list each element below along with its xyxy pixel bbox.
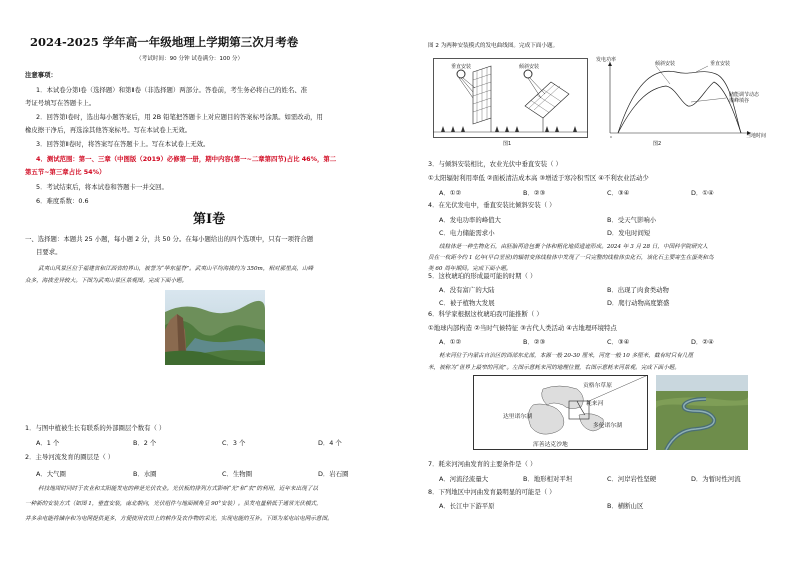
q7-option-a[interactable]: A．河流径流量大 (439, 475, 489, 483)
q1-option-c[interactable]: C．3 个 (222, 439, 246, 447)
exam-info: （考试时间：90 分钟 试卷满分：100 分） (136, 56, 244, 62)
tilted-curve (618, 82, 741, 133)
figure-caption: 图 2 为两种安装模式的发电曲线图。完成下面小题。 (428, 43, 559, 49)
q2-option-a[interactable]: A．大气圈 (36, 470, 66, 478)
q3-statements: ①太阳辐射利用率低 ②面板清洁成本高 ③增适于寒冷积雪区 ④不利农业活动少 (428, 174, 649, 182)
passage-2c: 并多余电能将储存和为电网提供更多，方便使用农田上的耕作及农作物的采光，实现电能的互补。下图为某电站电网示意图。 (25, 516, 333, 522)
note-4a: 4．测试范围：第一、三章（中图版（2019）必修第一册，期中内容(第一~二章第四节)占比 46%，第二 (36, 155, 337, 163)
q5-option-a[interactable]: A．没有富广的大陆 (439, 286, 495, 294)
q3-option-b[interactable]: B．②③ (523, 189, 546, 197)
fig2-note: 储能调节动态 填峰填谷 (729, 92, 760, 104)
section-intro-a: 一、选择题：本题共 25 小题，每小题 2 分，共 50 分。在每小题给出的四个选项中，只有一项符合题 (25, 235, 314, 243)
fig2-caption: 图2 (653, 141, 662, 147)
q4-option-a[interactable]: A．发电功率的峰值大 (439, 216, 501, 224)
fig1-caption: 图1 (503, 141, 512, 147)
q6-option-a[interactable]: A．①② (439, 338, 462, 346)
fig1-label-tilted: 倾斜安装 (519, 64, 540, 70)
page-title: 2024-2025 学年高一年级地理上学期第三次月考卷 (30, 35, 299, 49)
q8-option-b[interactable]: B．横断山区 (607, 502, 644, 510)
q2-stem: 2．主导河流发育的圈层是（ ） (25, 453, 115, 461)
q1-option-b[interactable]: B．2 个 (133, 439, 157, 447)
passage-2b: 一种新的安装方式（如图 1，垂直安装，南北朝向，光伏组件与地面倾角呈 90°安装）。虽发电量稍低于通常光伏模式， (25, 501, 322, 507)
q8-stem: 8．下列地区中河曲发育最明显的可能是（ ） (428, 488, 556, 496)
passage-1a: 武夷山风景区位于福建省和江西省的界山，被誉为“华东屋脊”。武夷山平均海拔约为 350m，相对那里高，山峰 (38, 266, 314, 272)
note-6: 6．难度系数：0.6 (36, 197, 89, 205)
q7-stem: 7．耗来河河曲发育的主要条件是（ ） (428, 460, 537, 468)
q6-option-d[interactable]: D．②④ (691, 338, 714, 346)
q5-option-b[interactable]: B．出现了肉食类动物 (607, 286, 669, 294)
q4-option-d[interactable]: D．发电时间短 (607, 229, 651, 237)
q3-option-a[interactable]: A．①② (439, 189, 462, 197)
q5-option-d[interactable]: D．爬行动物高度繁盛 (607, 299, 670, 307)
q3-option-d[interactable]: D．①④ (691, 189, 714, 197)
q1-stem: 1．与图中植被生长有联系的外部圈层个数有（ ） (25, 424, 166, 432)
map-label-duolun-lake: 多伦诺尔湖 (593, 423, 622, 429)
q5-option-c[interactable]: C．被子植物大发展 (439, 299, 495, 307)
q6-option-b[interactable]: B．②③ (523, 338, 546, 346)
map-label-dali-lake: 达里诺尔湖 (503, 414, 532, 420)
note-2a: 2．回答第Ⅰ卷时，选出每小题答案后，用 2B 铅笔把答题卡上对应题目的答案标号涂黑。如需改动，用 (36, 113, 323, 121)
map-label-river: 耗来河 (586, 401, 604, 407)
passage-2a: 科技地周时同时于农业和太阳能发电的种是光伏农业。光伏板的排列方式影响“光”和“农”的利用，近年来出现了以 (38, 486, 318, 492)
q1-option-d[interactable]: D．4 个 (318, 439, 342, 447)
q6-statements: ①地球内部构造 ②当时气候特征 ③古代人类活动 ④古地理环境特点 (428, 324, 617, 332)
svg-text:0: 0 (610, 135, 612, 139)
fig2-xlabel: 当地时间 (746, 133, 767, 139)
note-4b: 第五节~第三章占比 54%） (25, 168, 106, 176)
passage-1b: 众多，海拔差异较大。下图为武夷山景区景观图。完成下面小题。 (25, 278, 188, 284)
passage-3a: 线粒体是一种生物化石，由胚胎再造包裹个体和粗化地质遗迹形成。2024 年 3 月 28 日，中国科学院研究人 (439, 244, 708, 250)
passage-4b: 米，被称为“世界上最窄的河流”。左图示意耗来河的地理位置，右图示意耗来河景观。完成下面小题。 (428, 365, 680, 371)
fig2-legend-tilted: 倾斜安装 (655, 61, 676, 67)
note-2b: 橡皮擦干净后，再选涂其他答案标号。写在本试卷上无效。 (25, 126, 192, 134)
section-intro-b: 目要求。 (36, 248, 62, 256)
note-5: 5．考试结束后，将本试卷和答题卡一并交回。 (36, 183, 168, 191)
note-1b: 考证号填写在答题卡上。 (25, 99, 96, 107)
q6-stem: 6．科学家根据这枚琥珀我可能推断（ ） (428, 310, 543, 318)
wuyishan-photo (165, 290, 265, 365)
haolai-river-photo (656, 375, 748, 450)
q7-option-b[interactable]: B．地形相对平坦 (523, 475, 573, 483)
q2-option-b[interactable]: B．水圈 (133, 470, 157, 478)
q7-option-c[interactable]: C．河岸岩性坚硬 (607, 475, 657, 483)
note-1a: 1．本试卷分第Ⅰ卷（选择题）和第Ⅱ卷（非选择题）两部分。答卷前，考生务必将自己的姓名、准 (36, 86, 308, 94)
passage-3c: 类 60 周年期间。完成下面小题。 (428, 266, 512, 272)
q2-option-c[interactable]: C．生物圈 (222, 470, 253, 478)
figure-1-solar-installation (433, 58, 588, 138)
fig2-ylabel: 发电功率 (596, 57, 617, 63)
q4-option-c[interactable]: C．电力储能需求小 (439, 229, 495, 237)
fig1-label-vertical: 垂直安装 (451, 64, 472, 70)
q4-stem: 4．在光伏发电中，垂直安装比倾斜安装（ ） (428, 201, 556, 209)
notes-heading: 注意事项： (25, 71, 57, 79)
fig2-legend-vertical: 垂直安装 (710, 61, 731, 67)
q3-stem: 3．与倾斜安装相比，农业光伏中垂直安装（ ） (428, 160, 562, 168)
q5-stem: 5．这枚琥珀的形成最可能的时期（ ） (428, 272, 537, 280)
q7-option-d[interactable]: D．为暂时性河流 (691, 475, 741, 483)
right-column (428, 0, 794, 562)
vertical-curve (618, 71, 741, 133)
q3-option-c[interactable]: C．③④ (607, 189, 630, 197)
q6-option-c[interactable]: C．③④ (607, 338, 630, 346)
q2-option-d[interactable]: D．岩石圈 (318, 470, 349, 478)
map-label-sandy-land: 浑善达克沙地 (533, 442, 568, 448)
q8-option-a[interactable]: A．长江中下游平原 (439, 502, 495, 510)
q4-option-b[interactable]: B．受天气影响小 (607, 216, 657, 224)
passage-4a: 耗来河位于内蒙古自治区的西部东北部，本源一般 20-30 厘米，河宽一般 10 多厘米，截有时只有几厘 (439, 353, 694, 359)
q1-option-a[interactable]: A．1 个 (36, 439, 60, 447)
section-title: 第Ⅰ卷 (193, 212, 226, 227)
passage-3b: 员在一枚距今约 1 亿年(早白垩世)的辐射变体线粒体中发现了一只完整的线粒体虫化石，该化石主要寄生在蛋类和鸟 (428, 255, 714, 261)
map-label-grassland: 贡格尔草原 (583, 383, 612, 389)
note-3: 3．回答第Ⅱ卷时，将答案写在答题卡上。写在本试卷上无效。 (36, 140, 210, 148)
